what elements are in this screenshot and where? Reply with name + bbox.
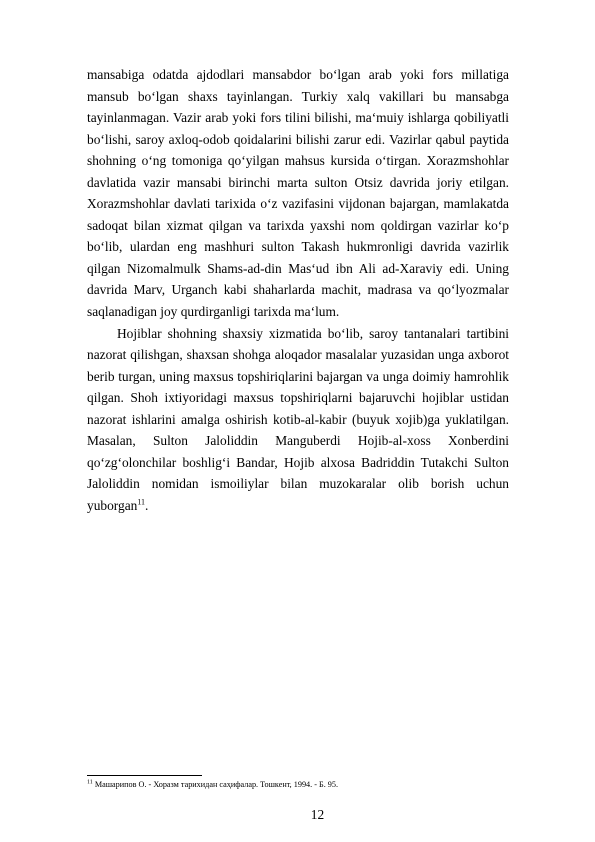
paragraph-2-text: Hojiblar shohning shaxsiy xizmatida bo‘lib, saroy tantanalari tartibini nazorat qilishgan, shaxsan shohga aloqador masalalar yuzasidan unga axborot berib turgan, uning maxsus topshiriqlarini bajargan va unga doimiy hamrohlik qilgan. Shoh ixtiyoridagi maxsus topshiriqlarni bajaruvchi hojiblar ustidan nazorat ishlarini amalga oshirish kotib-al-kabir (buyuk xojib)ga yuklatilgan. Masalan, Sulton Jaloliddin Manguberdi Hojib-al-xoss Xonberdini qo‘zg‘olonchilar boshlig‘i Bandar, Hojib alxosa Badriddin Tutakchi Sulton Jaloliddin nomidan ismoiliylar bilan muzokaralar olib borish uchun yuborgan <box>87 325 509 513</box>
paragraph-1 <box>87 64 509 323</box>
footnote-text: Машарипов О. - Хоразм тарихидан саҳифалар. Тошкент, 1994. - Б. 95. <box>92 780 339 789</box>
footnote-number: 11 <box>87 779 93 786</box>
body-text <box>87 64 509 516</box>
paragraph-2-end: . <box>145 497 149 513</box>
footnote <box>87 780 517 790</box>
paragraph-2 <box>87 323 509 517</box>
footnote-reference[interactable]: 11 <box>137 497 146 507</box>
paragraph-1-text: mansabiga odatda ajdodlari mansabdor bo‘lgan arab yoki fors millatiga mansub bo‘lgan shaxs tayinlangan. Turkiy xalq vakillari bu mansabga tayinlanmagan. Vazir arab yoki fors tilini bilishi, ma‘muiy ishlarga qobiliyatli bo‘lishi, saroy axloq-odob qoidalarini bilishi zarur edi. Vazirlar qabul paytida shohning o‘ng tomoniga qo‘yilgan mahsus kursida o‘tirgan. Xorazmshohlar davlatida vazir mansabi birinchi marta sulton Otsiz davrida joriy etilgan. Xorazmshohlar davlati tarixida o‘z vazifasini vijdonan bajargan, mamlakatda sadoqat bilan xizmat qilgan va tarixda yaxshi nom qoldirgan vazirlar ko‘p bo‘lib, ulardan eng mashhuri sulton Takash hukmronligi davrida vazirlik qilgan Nizomalmulk Shams-ad-din Mas‘ud ibn Ali ad-Xaraviy edi. Uning davrida Marv, Urganch kabi shaharlarda machit, madrasa va qo‘lyozmalar saqlanadigan joy qurdirganligi tarixda ma‘lum. <box>87 67 509 320</box>
page-number: 12 <box>310 807 325 822</box>
footnote-separator <box>87 775 202 776</box>
